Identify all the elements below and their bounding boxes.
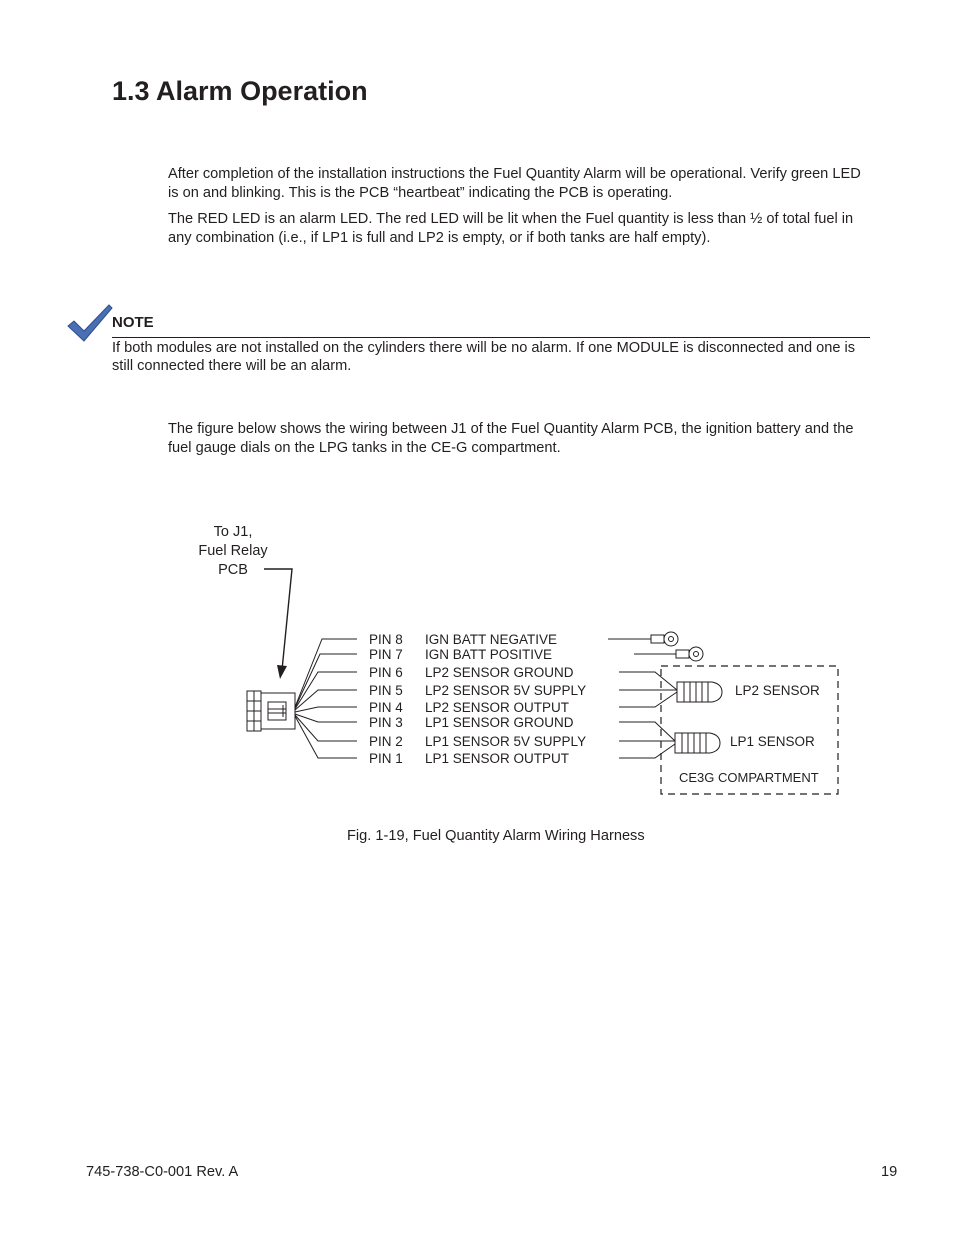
lp2-sensor-wires [619, 672, 677, 707]
note-text: If both modules are not installed on the cylinders there will be no alarm. If one MODULE is disconnected and one is still connected there will be an alarm. [112, 340, 856, 374]
note-label: NOTE [112, 314, 154, 331]
lp1-sensor-label: LP1 SENSOR [730, 734, 815, 749]
pin-label-8: PIN 8 [369, 632, 403, 647]
footer-page-number: 19 [881, 1164, 898, 1180]
lp1-sensor-connector [675, 733, 720, 753]
j1-connector [247, 691, 295, 731]
pin-label-6: PIN 6 [369, 665, 403, 680]
intro-paragraph-2: The RED LED is an alarm LED. The red LED will be lit when the Fuel quantity is less than ½ of total fuel in any combination (i.e., if LP1 is full and LP2 is empty, or if both tanks are half empty). [168, 211, 854, 246]
pin-label-7: PIN 7 [369, 647, 403, 662]
pin-label-1: PIN 1 [369, 751, 403, 766]
lp1-sensor-wires [619, 722, 675, 758]
pin-signal-3: LP1 SENSOR GROUND [425, 715, 574, 730]
callout-line-2: Fuel Relay [198, 543, 268, 559]
pin-label-4: PIN 4 [369, 700, 403, 715]
pin-signal-6: LP2 SENSOR GROUND [425, 665, 574, 680]
lp2-sensor-label: LP2 SENSOR [735, 683, 820, 698]
figure-intro: The figure below shows the wiring between J1 of the Fuel Quantity Alarm PCB, the ignition battery and the fuel gauge dials on the LPG tanks in the CE-G compartment. [168, 421, 854, 456]
harness-wires [295, 639, 357, 758]
compartment-label: CE3G COMPARTMENT [679, 770, 819, 785]
callout-arrowhead [277, 665, 287, 679]
intro-paragraph-1: After completion of the installation instructions the Fuel Quantity Alarm will be operational. Verify green LED is on and blinking. This is the PCB “heartbeat” indicating the PCB is operating. [168, 166, 861, 201]
pin-signal-7: IGN BATT POSITIVE [425, 647, 553, 662]
pin-signal-1: LP1 SENSOR OUTPUT [425, 751, 570, 766]
pin-label-3: PIN 3 [369, 715, 403, 730]
lp2-sensor-connector [677, 682, 722, 702]
figure-caption: Fig. 1-19, Fuel Quantity Alarm Wiring Harness [347, 828, 645, 844]
pin-label-5: PIN 5 [369, 683, 403, 698]
callout-line-3: PCB [218, 562, 248, 578]
footer-doc-number: 745-738-C0-001 Rev. A [86, 1164, 239, 1180]
pin-signal-4: LP2 SENSOR OUTPUT [425, 700, 570, 715]
pin-label-2: PIN 2 [369, 734, 403, 749]
pin-signal-8: IGN BATT NEGATIVE [425, 632, 558, 647]
pin-signal-5: LP2 SENSOR 5V SUPPLY [425, 683, 587, 698]
callout-leader [264, 569, 292, 670]
callout-line-1: To J1, [213, 524, 253, 540]
pin-signal-2: LP1 SENSOR 5V SUPPLY [425, 734, 587, 749]
ign-batt-negative-terminal [608, 632, 678, 646]
ign-batt-positive-terminal [634, 647, 703, 661]
section-title: 1.3 Alarm Operation [112, 76, 368, 106]
